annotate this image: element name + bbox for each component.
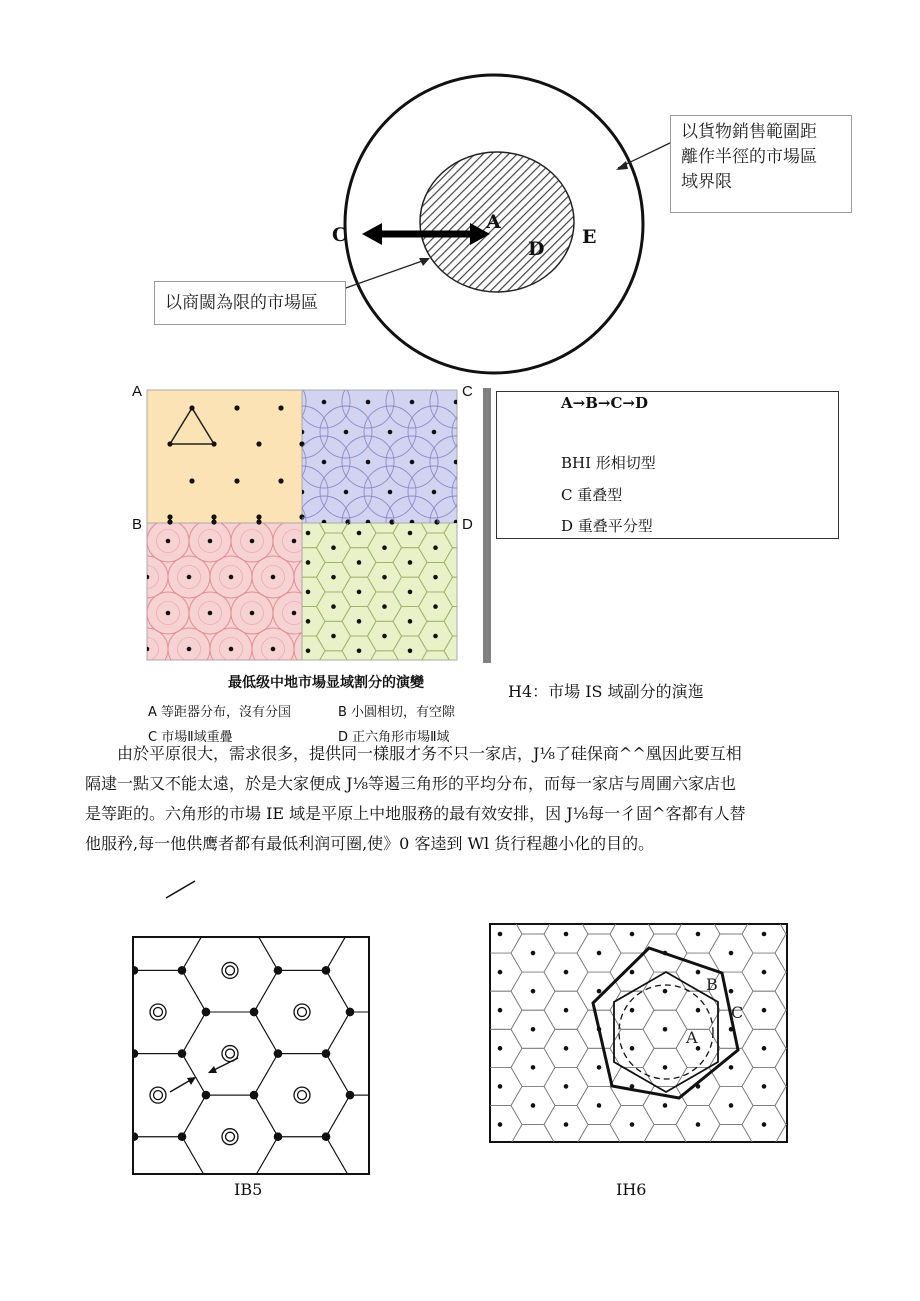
center-dot bbox=[498, 1122, 503, 1127]
center-dot bbox=[564, 932, 569, 937]
center-dot bbox=[795, 989, 800, 994]
center-dot bbox=[696, 970, 701, 975]
paragraph-line-3: 是等距的。六角形的市場 IE 域是平原上中地服務的最有效安排，因 J⅛每一彳固^客都有人替 bbox=[85, 804, 746, 823]
center-dot bbox=[696, 894, 701, 899]
center-dot bbox=[729, 1065, 734, 1070]
outer-callout-line-1: 以貨物銷售範圍距 bbox=[681, 122, 817, 142]
center-dot bbox=[762, 1008, 767, 1013]
center-dot bbox=[729, 951, 734, 956]
label-c: C bbox=[332, 224, 348, 246]
center-dot bbox=[696, 1008, 701, 1013]
center-dot bbox=[729, 1179, 734, 1184]
paragraph-line-1: 由於平原很大，需求很多，提供同一樣服才务不只一家店，J⅛了硅保商^^凰因此要互相 bbox=[117, 744, 742, 763]
center-dot bbox=[564, 1122, 569, 1127]
caption-row2-right: D 正六角形市場Ⅱ域 bbox=[338, 730, 450, 745]
label-a: A bbox=[486, 211, 501, 233]
label-d: D bbox=[528, 238, 545, 260]
center-dot bbox=[795, 1179, 800, 1184]
center-dot bbox=[663, 913, 668, 918]
center-dot bbox=[465, 913, 470, 918]
hex-cell bbox=[478, 877, 522, 915]
legend-sequence: A→B→C→D bbox=[561, 394, 648, 412]
center-dot bbox=[597, 913, 602, 918]
center-dot bbox=[630, 1008, 635, 1013]
hex-cell bbox=[544, 877, 588, 915]
center-dot bbox=[564, 1008, 569, 1013]
center-dot bbox=[531, 1141, 536, 1146]
paragraph-line-2: 隔逮一點又不能太遠，於是大家便成 J⅛等遏三角形的平均分布，而每一家店与周圃六家店也 bbox=[85, 774, 737, 793]
center-dot bbox=[795, 951, 800, 956]
center-dot bbox=[762, 1046, 767, 1051]
center-dot bbox=[531, 1179, 536, 1184]
center-dot bbox=[465, 951, 470, 956]
center-dot bbox=[729, 913, 734, 918]
center-dot bbox=[762, 970, 767, 975]
center-dot bbox=[564, 1046, 569, 1051]
outer-callout-line-2: 離作半徑的市場區 bbox=[681, 147, 817, 167]
center-dot bbox=[465, 1065, 470, 1070]
hex-cell bbox=[445, 1010, 489, 1048]
legend-partition: D 重叠平分型 bbox=[561, 517, 653, 535]
center-dot bbox=[762, 1084, 767, 1089]
center-dot bbox=[531, 913, 536, 918]
center-dot bbox=[597, 1141, 602, 1146]
center-dot bbox=[498, 894, 503, 899]
center-dot bbox=[762, 1160, 767, 1165]
hex-cell bbox=[544, 1144, 588, 1182]
hex-cell bbox=[742, 1144, 786, 1182]
hex-cell bbox=[445, 1163, 489, 1201]
corner-label-a: A bbox=[132, 383, 143, 400]
hex-cell bbox=[775, 1163, 819, 1201]
center-dot bbox=[630, 1160, 635, 1165]
center-dot bbox=[696, 1160, 701, 1165]
center-dot bbox=[630, 1046, 635, 1051]
hex-cell bbox=[610, 1144, 654, 1182]
caption-row1-left: A 等距器分布，沒有分国 bbox=[148, 705, 292, 720]
center-dot bbox=[498, 1046, 503, 1051]
corner-label-c: C bbox=[462, 383, 473, 400]
center-dot bbox=[531, 1065, 536, 1070]
center-dot bbox=[531, 1103, 536, 1108]
hex-cell bbox=[709, 1163, 753, 1201]
hex-cell bbox=[445, 972, 489, 1010]
caption-row1-right: B 小圓相切，有空隙 bbox=[338, 705, 456, 720]
center-dot bbox=[729, 989, 734, 994]
hex-cell bbox=[445, 1048, 489, 1086]
center-dot bbox=[795, 1103, 800, 1108]
hex-cell bbox=[511, 1163, 555, 1201]
center-dot bbox=[564, 894, 569, 899]
legend-overlap: C 重叠型 bbox=[561, 486, 623, 504]
center-dot bbox=[498, 932, 503, 937]
center-dot bbox=[663, 1065, 668, 1070]
center-dot bbox=[630, 932, 635, 937]
center-dot bbox=[630, 894, 635, 899]
center-dot bbox=[465, 1027, 470, 1032]
figure-6-label-a: A bbox=[686, 1028, 698, 1047]
center-dot bbox=[531, 1027, 536, 1032]
center-dot bbox=[795, 1141, 800, 1146]
hex-cell bbox=[676, 1144, 720, 1182]
center-dot bbox=[795, 1027, 800, 1032]
evolution-caption-title: 最低级中地市場显域割分的演變 bbox=[228, 675, 424, 691]
center-dot bbox=[597, 1179, 602, 1184]
center-dot bbox=[762, 1122, 767, 1127]
threshold-callout: 以商閾為限的市場區 bbox=[154, 281, 346, 325]
figure-5-caption: IB5 bbox=[234, 1180, 263, 1199]
hex-cell bbox=[445, 1086, 489, 1124]
hex-cell bbox=[445, 934, 489, 972]
corner-label-d: D bbox=[462, 516, 473, 533]
hex-cell bbox=[676, 877, 720, 915]
center-dot bbox=[663, 1103, 668, 1108]
legend-tangent: BHI 形相切型 bbox=[561, 454, 656, 472]
center-dot bbox=[498, 1008, 503, 1013]
hex-cell bbox=[643, 1163, 687, 1201]
center-dot bbox=[795, 1065, 800, 1070]
center-dot bbox=[663, 1179, 668, 1184]
h4-caption: H4：市場 IS 域副分的演迤 bbox=[508, 682, 704, 701]
center-dot bbox=[498, 1084, 503, 1089]
hex-cell bbox=[445, 1125, 489, 1163]
center-dot bbox=[498, 1160, 503, 1165]
center-dot bbox=[630, 1122, 635, 1127]
center-dot bbox=[597, 951, 602, 956]
center-dot bbox=[465, 1141, 470, 1146]
corner-label-b: B bbox=[132, 516, 143, 533]
center-dot bbox=[663, 1027, 668, 1032]
center-dot bbox=[795, 913, 800, 918]
hex-cell bbox=[742, 877, 786, 915]
center-dot bbox=[597, 989, 602, 994]
outer-callout-line-3: 域界限 bbox=[681, 172, 732, 192]
center-dot bbox=[597, 1103, 602, 1108]
figure-6-label-c: C bbox=[731, 1003, 744, 1022]
label-e: E bbox=[582, 226, 597, 248]
center-dot bbox=[465, 1103, 470, 1108]
center-dot bbox=[465, 1179, 470, 1184]
caption-row2-left: C 市場Ⅱ域重疊 bbox=[148, 730, 233, 745]
center-dot bbox=[663, 1141, 668, 1146]
hex-cell bbox=[610, 877, 654, 915]
center-dot bbox=[531, 951, 536, 956]
center-dot bbox=[630, 970, 635, 975]
center-dot bbox=[663, 989, 668, 994]
center-dot bbox=[762, 932, 767, 937]
center-dot bbox=[531, 989, 536, 994]
center-dot bbox=[564, 1084, 569, 1089]
hex-cell bbox=[577, 1163, 621, 1201]
center-dot bbox=[729, 1141, 734, 1146]
hex-cell bbox=[478, 1144, 522, 1182]
center-dot bbox=[696, 1122, 701, 1127]
figure-6-caption: IH6 bbox=[616, 1180, 647, 1199]
center-dot bbox=[762, 894, 767, 899]
center-dot bbox=[465, 989, 470, 994]
hex-cell bbox=[445, 896, 489, 934]
figure-6-label-b: B bbox=[706, 975, 718, 994]
center-dot bbox=[564, 970, 569, 975]
center-dot bbox=[498, 970, 503, 975]
center-dot bbox=[696, 932, 701, 937]
center-dot bbox=[597, 1065, 602, 1070]
center-dot bbox=[564, 1160, 569, 1165]
paragraph-line-4: 他服矜,每一他供鹰者都有最低利润可圈,使》0 客逵到 Wl 货行程趣小化的目的。 bbox=[85, 834, 655, 853]
center-dot bbox=[729, 1103, 734, 1108]
